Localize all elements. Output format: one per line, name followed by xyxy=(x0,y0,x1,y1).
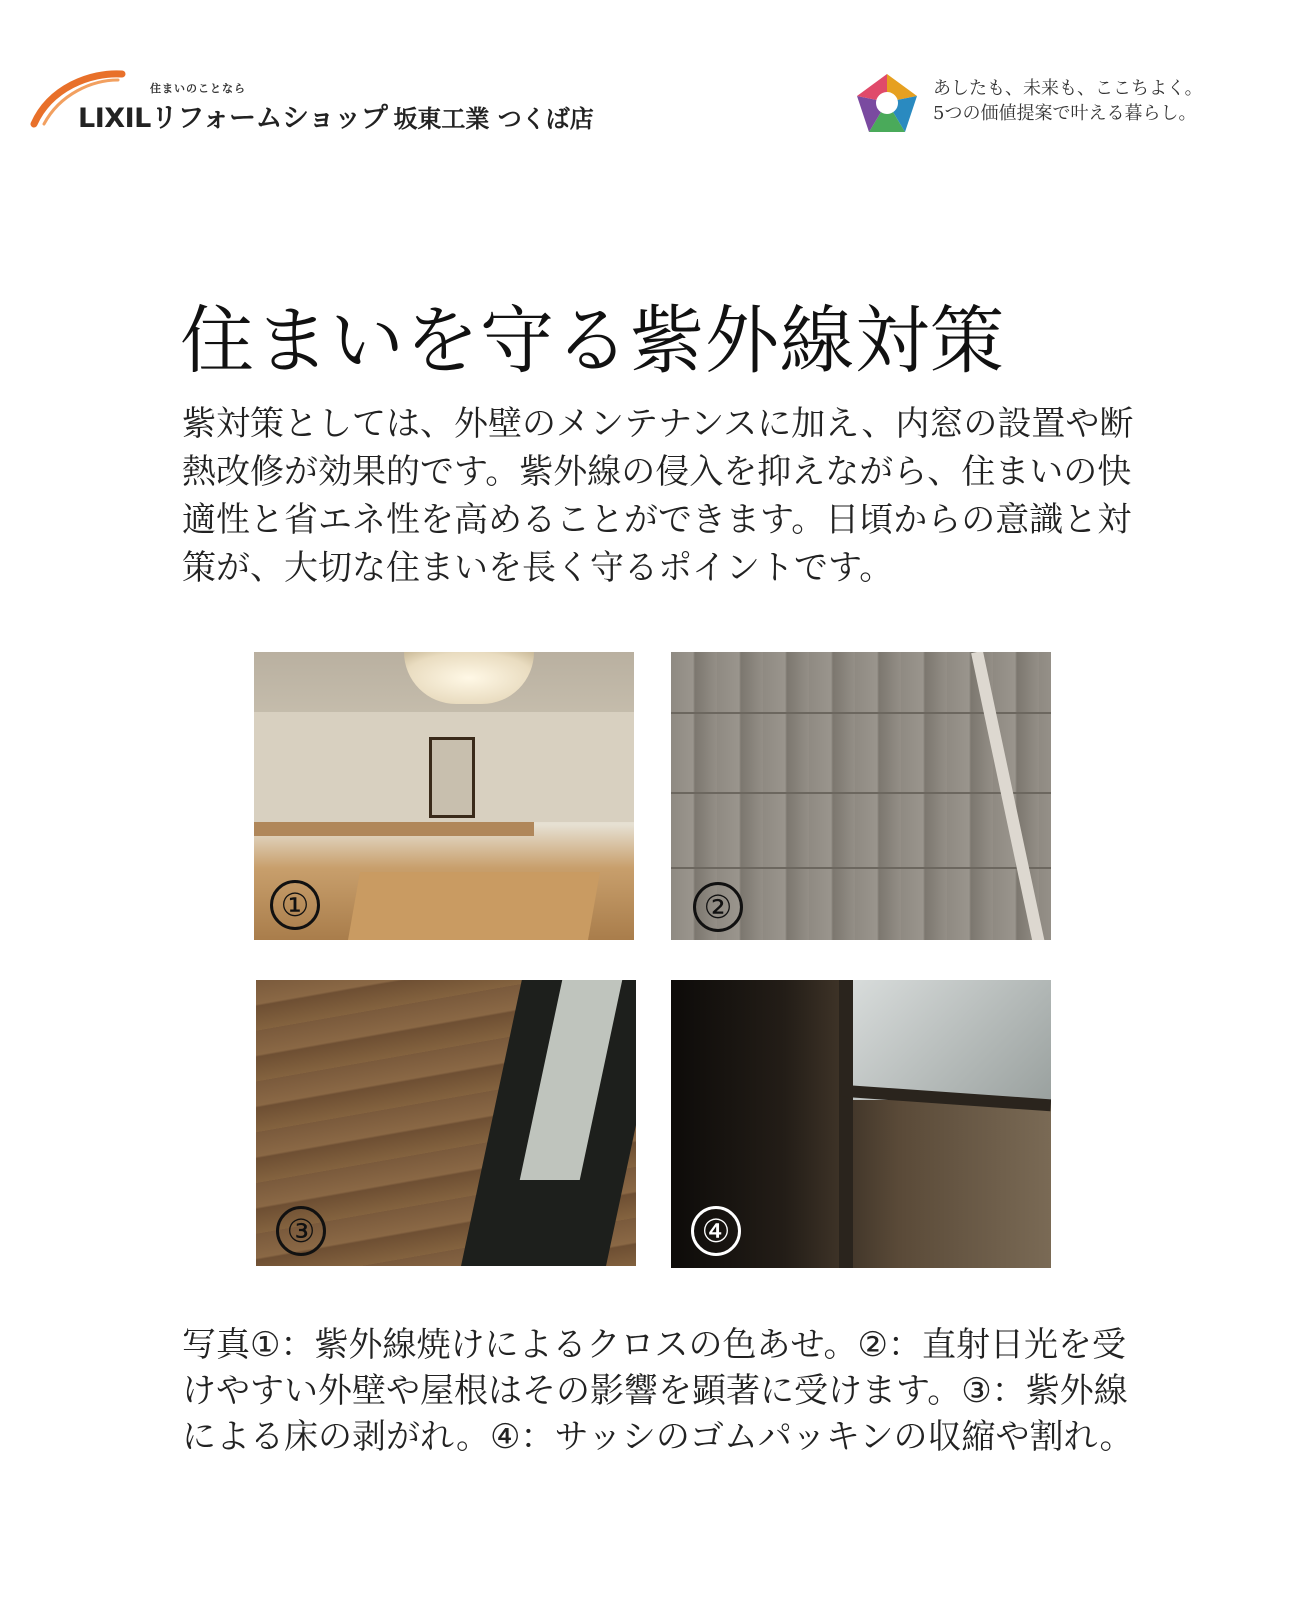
photo-sash-gasket xyxy=(671,980,1051,1268)
logo-tagline: 住まいのことなら xyxy=(150,82,246,95)
photo-caption: 写真①：紫外線焼けによるクロスの色あせ。②：直射日光を受けやすい外壁や屋根はその影響を顕著に受けます。③：紫外線による床の剥がれ。④：サッシのゴムパッキンの収縮や割れ。 xyxy=(182,1325,1134,1457)
photo-number: ② xyxy=(693,882,743,932)
lixil-reform-shop-logo xyxy=(30,68,594,148)
photo-pendant-lamp xyxy=(404,652,534,704)
photo-number: ① xyxy=(270,880,320,930)
photo-weathered-exterior xyxy=(671,652,1051,940)
photo-number: ④ xyxy=(691,1206,741,1256)
logo-brand-text xyxy=(78,96,594,135)
slogan-line-2: 5つの価値提案で叶える暮らし。 xyxy=(933,103,1197,124)
photo-number: ③ xyxy=(276,1206,326,1256)
logo-brand: LIXILリフォームショップ xyxy=(78,103,388,134)
photo-peeling-floor xyxy=(256,980,636,1266)
pentagon-value-icon xyxy=(855,72,919,134)
lead-paragraph: 紫対策としては、外壁のメンテナンスに加え、内窓の設置や断熱改修が効果的です。紫外線の侵入を抑えながら、住まいの快適性と省エネ性を高めることができます。日頃からの意識と対策が、大切な住まいを長く守るポイントです。 xyxy=(182,404,1134,588)
slogan xyxy=(933,76,1203,126)
photo-window-glass xyxy=(851,980,1051,1100)
photo-siding-line xyxy=(671,867,1051,869)
page-title: 住まいを守る紫外線対策 xyxy=(180,298,1005,384)
photo-faded-wallpaper xyxy=(254,652,634,940)
photo-counter xyxy=(254,822,534,836)
slogan-line-1: あしたも、未来も、ここちよく。 xyxy=(933,78,1203,99)
photo-siding-line xyxy=(671,792,1051,794)
photo-table xyxy=(348,872,600,940)
photo-sash-frame xyxy=(839,980,853,1268)
photo-downpipe xyxy=(971,652,1045,940)
logo-store-name: 坂東工業 つくば店 xyxy=(393,105,594,133)
photo-door xyxy=(429,737,475,818)
value-proposition-badge xyxy=(855,70,1275,140)
